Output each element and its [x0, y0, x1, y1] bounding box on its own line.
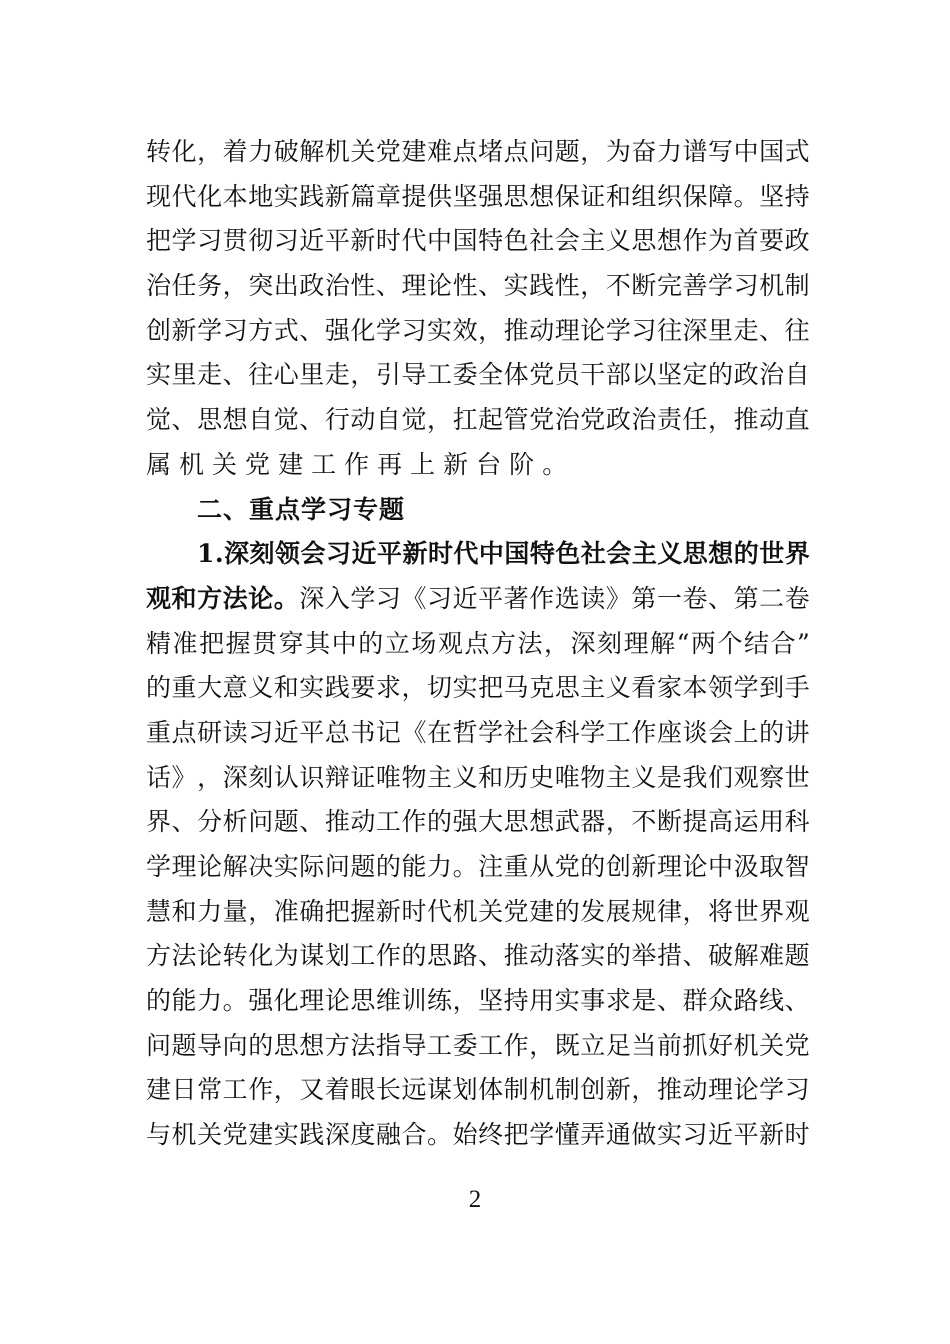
- text-line: 学 理 论 解 决 实 际 问 题 的 能 力 。 注 重 从 党 的 创 新 理 论 中 汲 取 智: [146, 852, 810, 881]
- text-line: 精 准 把 握 贯 穿 其 中 的 立 场 观 点 方 法 ， 深 刻 理 解 “ 两 个 结 合 ”: [146, 628, 810, 658]
- body-text: [146, 130, 810, 1158]
- item-title-line: 1 . 深 刻 领 会 习 近 平 新 时 代 中 国 特 色 社 会 主 义 思 想 的 世 界: [197, 539, 810, 569]
- text-line: 话 》 ， 深 刻 认 识 辩 证 唯 物 主 义 和 历 史 唯 物 主 义 是 我 们 观 察 世: [146, 762, 810, 792]
- text-line: 转 化 ， 着 力 破 解 机 关 党 建 难 点 堵 点 问 题 ， 为 奋 力 谱 写 中 国 式: [146, 137, 810, 166]
- text-line: 把 学 习 贯 彻 习 近 平 新 时 代 中 国 特 色 社 会 主 义 思 想 作 为 首 要 政: [146, 226, 810, 256]
- item-body: [146, 622, 810, 1158]
- text-line: 的 能 力 。 强 化 理 论 思 维 训 练 ， 坚 持 用 实 事 求 是 、 群 众 路 线 、: [146, 986, 810, 1016]
- paragraph-item-1: [146, 532, 810, 1158]
- text-line: 创 新 学 习 方 式 、 强 化 学 习 实 效 ， 推 动 理 论 学 习 往 深 里 走 、 往: [146, 315, 810, 345]
- text-line: 重 点 研 读 习 近 平 总 书 记 《 在 哲 学 社 会 科 学 工 作 座 谈 会 上 的 讲: [146, 717, 810, 747]
- text-line: 治 任 务 ， 突 出 政 治 性 、 理 论 性 、 实 践 性 ， 不 断 完 善 学 习 机 制: [146, 271, 810, 301]
- text-line: 与 机 关 党 建 实 践 深 度 融 合 。 始 终 把 学 懂 弄 通 做 实 习 近 平 新 时: [146, 1120, 810, 1150]
- text-line: 问 题 导 向 的 思 想 方 法 指 导 工 委 工 作 ， 既 立 足 当 前 抓 好 机 关 党: [146, 1030, 810, 1060]
- text-line: 方 法 论 转 化 为 谋 划 工 作 的 思 路 、 推 动 落 实 的 举 措 、 破 解 难 题: [146, 941, 810, 971]
- text-line: 界 、 分 析 问 题 、 推 动 工 作 的 强 大 思 想 武 器 ， 不 断 提 高 运 用 科: [146, 807, 810, 837]
- item-title-line-2: 观 和 方 法 论 。 深 入 学 习 《 习 近 平 著 作 选 读 》 第 一 卷 、 第 二 卷: [146, 583, 810, 613]
- page-number: 2: [468, 1186, 482, 1213]
- section-heading: 二、重点学习专题: [197, 494, 406, 524]
- text-line: 慧 和 力 量 ， 准 确 把 握 新 时 代 机 关 党 建 的 发 展 规 律 ， 将 世 界 观: [146, 896, 810, 926]
- text-line: 建 日 常 工 作 ， 又 着 眼 长 远 谋 划 体 制 机 制 创 新 ， 推 动 理 论 学 习: [146, 1075, 810, 1105]
- paragraph-intro: [146, 130, 810, 488]
- text-line: 现 代 化 本 地 实 践 新 篇 章 提 供 坚 强 思 想 保 证 和 组 织 保 障 。 坚 持: [146, 181, 810, 211]
- text-line: 的 重 大 意 义 和 实 践 要 求 ， 切 实 把 马 克 思 主 义 看 家 本 领 学 到 手: [146, 673, 810, 703]
- text-line: 属 机 关 党 建 工 作 再 上 新 台 阶 。: [146, 449, 568, 479]
- text-line: 觉 、 思 想 自 觉 、 行 动 自 觉 ， 扛 起 管 党 治 党 政 治 责 任 ， 推 动 直: [146, 405, 810, 435]
- text-line: 实 里 走 、 往 心 里 走 ， 引 导 工 委 全 体 党 员 干 部 以 坚 定 的 政 治 自: [146, 360, 810, 390]
